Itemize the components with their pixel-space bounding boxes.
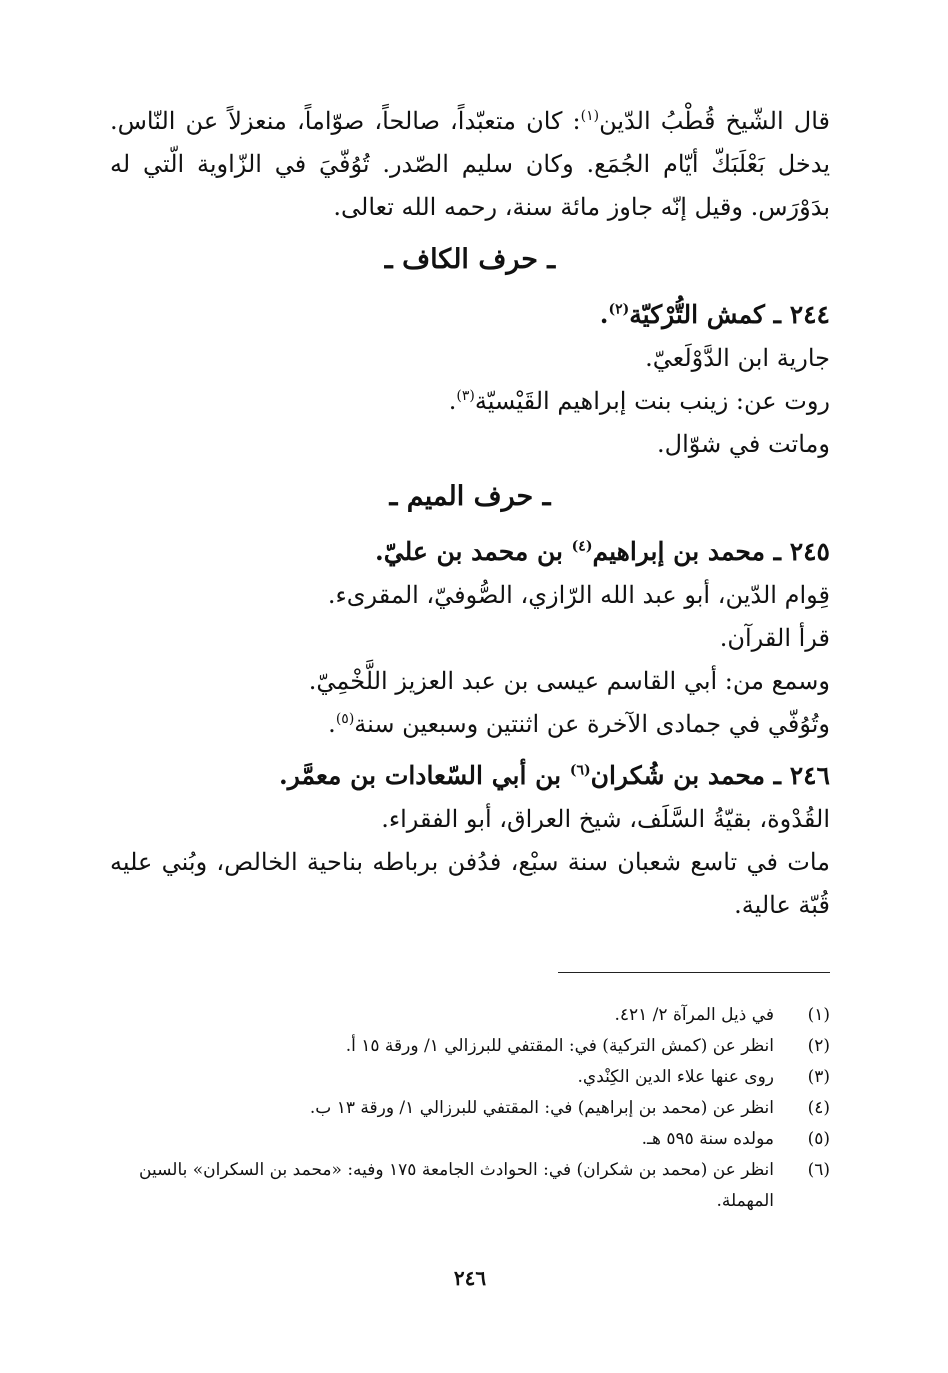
entry-246 (110, 754, 830, 927)
entry-245-line-4 (110, 703, 830, 746)
footnote-ref-5[interactable]: (٥) (335, 711, 355, 727)
section-heading-kaf: ـ حرف الكاف ـ (384, 244, 556, 275)
page-number: ٢٤٦ (453, 1266, 487, 1290)
footnote-text: مولده سنة ٥٩٥ هـ. (641, 1129, 774, 1149)
footnotes-list (110, 1000, 830, 1217)
entry-244-title (110, 293, 830, 337)
entry-245-name-rest: بن محمد بن عليّ. (375, 537, 572, 566)
footnote-number: (٣) (807, 1067, 830, 1087)
footnote-4 (110, 1093, 830, 1124)
footnote-ref-6[interactable]: (٦) (569, 762, 591, 779)
entry-246-name: ٢٤٦ ـ محمد بن شُكران (590, 761, 830, 790)
footnote-3 (110, 1062, 830, 1093)
entry-245-name: ٢٤٥ ـ محمد بن إبراهيم (592, 537, 830, 566)
footnote-6 (110, 1155, 830, 1217)
footnote-5 (110, 1124, 830, 1155)
entry-244-line-2 (110, 380, 830, 423)
section-heading-mim: ـ حرف الميم ـ (389, 481, 551, 512)
footnote-number: (١) (807, 1005, 830, 1025)
entry-244-name: ٢٤٤ ـ كمش التُّرْكيّة (629, 300, 830, 329)
entry-245-line-1: قِوام الدّين، أبو عبد الله الرّازي، الصُّوفيّ، المقرىء. (327, 581, 830, 609)
intro-text-rest: : كان متعبّداً، صالحاً، صوّاماً، منعزلاً عن النّاس. يدخل بَعْلَبَكّ أيّام الجُمَع. وكان سليم الصّدر. تُوُفّيَ في الزّاوية الّتي له بدَوْرَس. وقيل إنّه جاوز مائة سنة، رحمه الله تعالى. (110, 107, 830, 221)
footnote-number: (٢) (807, 1036, 830, 1056)
footnote-ref-4[interactable]: (٤) (571, 538, 593, 555)
footnote-1 (110, 1000, 830, 1031)
footnote-text: روى عنها علاء الدين الكِنْدي. (577, 1067, 774, 1087)
footnote-divider (558, 972, 830, 973)
footnote-number: (٦) (807, 1160, 830, 1180)
entry-244-line-2-text: روت عن: زينب بنت إبراهيم القَيْسيّة (474, 387, 830, 415)
page-body (110, 100, 830, 1340)
footnote-ref-2[interactable]: (٢) (608, 301, 630, 318)
footnote-2 (110, 1031, 830, 1062)
entry-245-line-4-text: وتُوُفّي في جمادى الآخرة عن اثنتين وسبعين سنة (354, 710, 830, 738)
entry-246-line-1: القُدْوة، بقيّةُ السَّلَف، شيخ العراق، أبو الفقراء. (381, 805, 830, 833)
entry-245-line-2: قرأ القرآن. (719, 624, 830, 652)
entry-244-line-3: وماتت في شوّال. (657, 430, 830, 458)
footnote-text: في ذيل المرآة ٢/ ٤٢١. (614, 1005, 774, 1025)
entry-245-title (110, 530, 830, 574)
footnote-text: انظر عن (محمد بن شكران) في: الحوادث الجامعة ١٧٥ وفيه: «محمد بن السكران» بالسين المهملة. (139, 1160, 774, 1211)
intro-text-start: قال الشّيخ قُطْبُ الدّين (599, 107, 830, 135)
entry-244-line-2-end: . (448, 387, 457, 415)
entry-245-line-4-end: . (328, 710, 336, 738)
footnote-ref-1[interactable]: (١) (580, 108, 600, 124)
entry-246-line-2: مات في تاسع شعبان سنة سبْع، فدُفن برباطه بناحية الخالص، وبُني عليه قُبّة عالية. (110, 848, 830, 919)
entry-246-title (110, 754, 830, 798)
entry-246-name-rest: بن أبي السّعادات بن معمَّر. (279, 761, 570, 790)
entry-244-line-1: جارية ابن الدَّوْلَعيّ. (645, 344, 830, 372)
footnote-number: (٥) (807, 1129, 830, 1149)
footnote-ref-3[interactable]: (٣) (456, 388, 475, 404)
footnote-text: انظر عن (محمد بن إبراهيم) في: المقتفي للبرزالي ١/ ورقة ١٣ ب. (309, 1098, 774, 1118)
entry-245 (110, 530, 830, 746)
entry-244-title-end: . (599, 300, 609, 329)
intro-paragraph (110, 100, 830, 229)
entry-244 (110, 293, 830, 466)
entry-245-line-3: وسمع من: أبي القاسم عيسى بن عبد العزيز اللَّخْمِيّ. (308, 667, 830, 695)
footnote-text: انظر عن (كمش التركية) في: المقتفي للبرزالي ١/ ورقة ١٥ أ. (345, 1036, 774, 1056)
footnote-number: (٤) (807, 1098, 830, 1118)
